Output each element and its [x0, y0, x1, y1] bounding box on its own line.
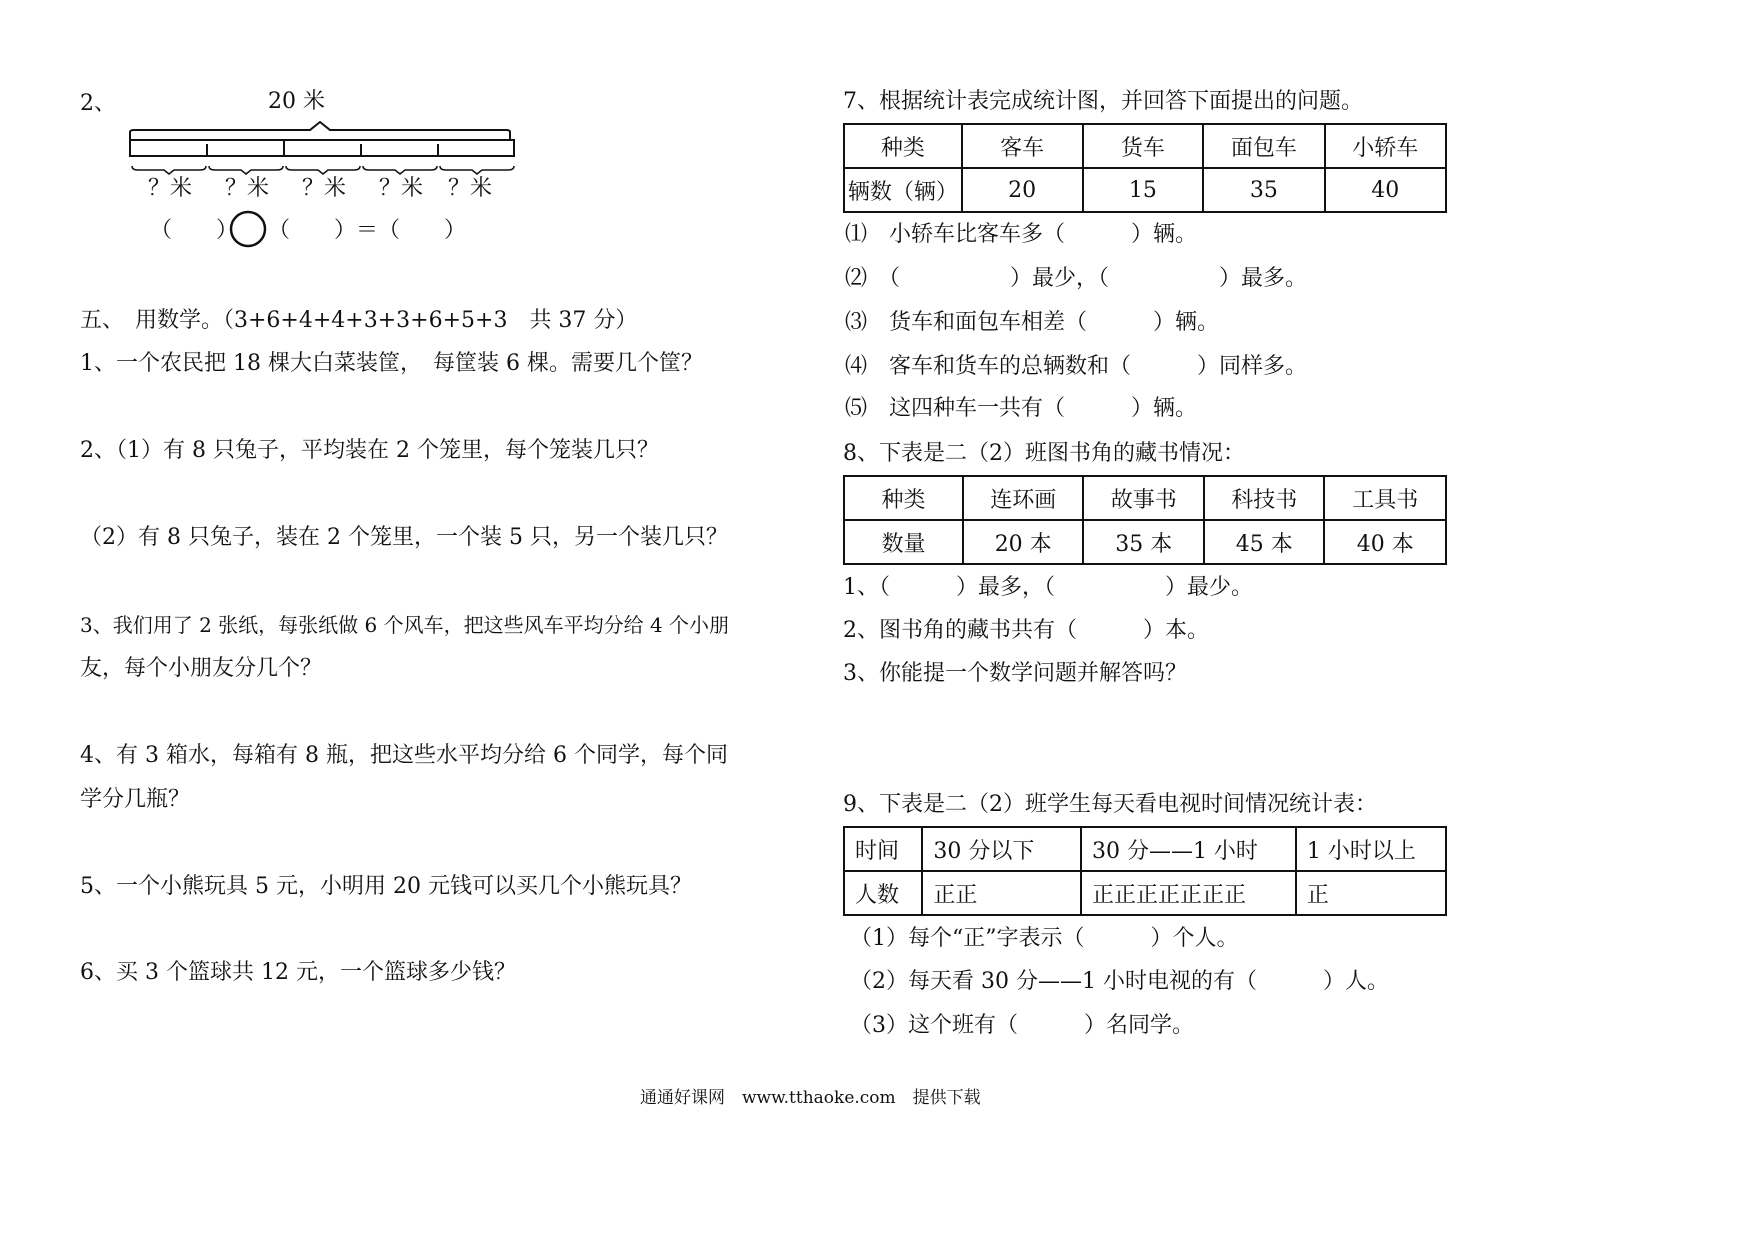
table-row [844, 520, 1446, 564]
table-cell: 1 小时以上 [1296, 827, 1446, 871]
q8-question-1: 1、（ ）最多，（ ）最少。 [843, 575, 1253, 600]
q7-question-5: ⑸ 这四种车一共有（ ）辆。 [845, 396, 1198, 421]
segment-label-5: ？米 [448, 176, 493, 201]
operator-circle [229, 210, 267, 248]
table-cell: 40 [1325, 168, 1446, 212]
problem-4-line1: 4、有 3 箱水，每箱有 8 瓶，把这些水平均分给 6 个同学，每个同 [80, 743, 728, 768]
problem-5: 5、一个小熊玩具 5 元，小明用 20 元钱可以买几个小熊玩具？ [80, 874, 692, 899]
q8-title: 8、下表是二（2）班图书角的藏书情况： [843, 441, 1245, 466]
table-cell: 种类 [844, 476, 963, 520]
table-cell: 数量 [844, 520, 963, 564]
table-cell: 正 [1296, 871, 1446, 915]
table-cell: 货车 [1083, 124, 1204, 168]
table-cell: 连环画 [963, 476, 1084, 520]
table-cell: 工具书 [1324, 476, 1446, 520]
problem-6: 6、买 3 个篮球共 12 元，一个篮球多少钱？ [80, 960, 516, 985]
table-cell: 小轿车 [1325, 124, 1446, 168]
table-cell: 正正正正正正正 [1081, 871, 1296, 915]
table-cell: 30 分——1 小时 [1081, 827, 1296, 871]
table-cell: 正正 [922, 871, 1081, 915]
problem-2-2: （2）有 8 只兔子，装在 2 个笼里，一个装 5 只，另一个装几只？ [80, 525, 728, 550]
q9-question-3: （3）这个班有（ ）名同学。 [850, 1013, 1194, 1038]
table-cell: 20 本 [963, 520, 1084, 564]
q9-question-2: （2）每天看 30 分——1 小时电视的有（ ）人。 [850, 969, 1389, 994]
segment-label-2: ？米 [225, 176, 270, 201]
q7-question-3: ⑶ 货车和面包车相差（ ）辆。 [845, 310, 1220, 335]
q7-vehicle-table [843, 123, 1447, 213]
table-cell: 辆数（辆） [844, 168, 962, 212]
q9-question-1: （1）每个“正”字表示（ ）个人。 [850, 926, 1239, 951]
table-cell: 故事书 [1083, 476, 1204, 520]
table-cell: 30 分以下 [922, 827, 1081, 871]
q8-question-3: 3、你能提一个数学问题并解答吗？ [843, 661, 1187, 686]
problem-1: 1、一个农民把 18 棵大白菜装筐， 每筐装 6 棵。需要几个筐？ [80, 351, 703, 376]
table-cell: 人数 [844, 871, 922, 915]
q8-book-table [843, 475, 1447, 565]
table-cell: 20 [962, 168, 1083, 212]
segment-label-4: ？米 [379, 176, 424, 201]
table-row [844, 827, 1446, 871]
table-cell: 15 [1083, 168, 1204, 212]
table-cell: 客车 [962, 124, 1083, 168]
q7-question-4: ⑷ 客车和货车的总辆数和（ ）同样多。 [845, 354, 1308, 379]
equation-blanks-2: （ ）＝（ ） [268, 218, 467, 243]
table-cell: 45 本 [1204, 520, 1325, 564]
q7-title: 7、根据统计表完成统计图，并回答下面提出的问题。 [843, 89, 1363, 114]
problem-3-line2: 友，每个小朋友分几个？ [80, 656, 323, 681]
problem-2-1: 2、（1）有 8 只兔子，平均装在 2 个笼里，每个笼装几只？ [80, 438, 659, 463]
segment-label-3: ？米 [302, 176, 347, 201]
page-footer: 通通好课网 www.tthaoke.com 提供下载 [640, 1088, 981, 1108]
table-row [844, 168, 1446, 212]
table-cell: 40 本 [1324, 520, 1446, 564]
table-cell: 时间 [844, 827, 922, 871]
table-cell: 面包车 [1203, 124, 1324, 168]
table-row [844, 476, 1446, 520]
q7-question-1: ⑴ 小轿车比客车多（ ）辆。 [845, 222, 1198, 247]
section-five-title: 五、 用数学。（3+6+4+4+3+3+6+5+3 共 37 分） [80, 308, 638, 333]
equation-blank-1: （ ） [150, 218, 239, 243]
table-row [844, 871, 1446, 915]
q8-question-2: 2、图书角的藏书共有（ ）本。 [843, 618, 1209, 643]
table-cell: 35 本 [1083, 520, 1204, 564]
q2-number: 2、 [80, 91, 116, 116]
q9-tv-time-table [843, 826, 1447, 916]
line-segment-bar [130, 140, 514, 156]
table-cell: 科技书 [1204, 476, 1325, 520]
q7-question-2: ⑵ （ ）最少，（ ）最多。 [845, 266, 1308, 291]
segment-label-1: ？米 [148, 176, 193, 201]
problem-4-line2: 学分几瓶？ [80, 787, 191, 812]
q9-title: 9、下表是二（2）班学生每天看电视时间情况统计表： [843, 792, 1377, 817]
table-row [844, 124, 1446, 168]
q2-total-length: 20 米 [268, 89, 325, 114]
table-cell: 35 [1203, 168, 1324, 212]
problem-3-line1: 3、我们用了 2 张纸，每张纸做 6 个风车，把这些风车平均分给 4 个小朋 [80, 613, 730, 637]
table-cell: 种类 [844, 124, 962, 168]
